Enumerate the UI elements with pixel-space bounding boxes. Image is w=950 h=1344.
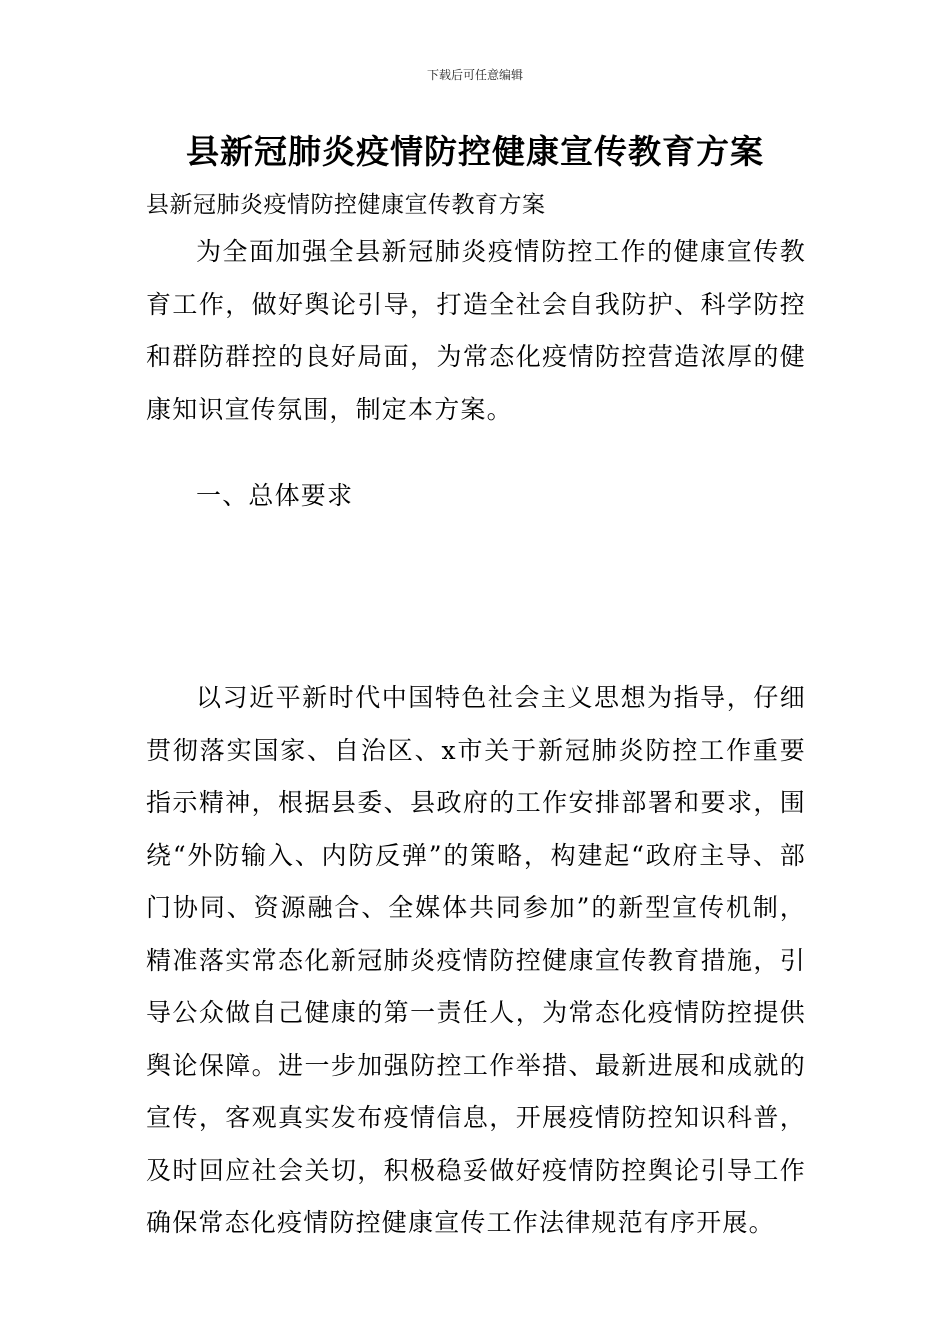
section-heading: 一、总体要求 xyxy=(196,481,354,510)
document-title: 县新冠肺炎疫情防控健康宣传教育方案 xyxy=(186,132,764,171)
document-subtitle: 县新冠肺炎疫情防控健康宣传教育方案 xyxy=(146,192,546,218)
header-note: 下载后可任意编辑 xyxy=(426,68,523,82)
intro-paragraph: 为全面加强全县新冠肺炎疫情防控工作的健康宣传教育工作，做好舆论引导，打造全社会自我防护、科学防控和群防群控的良好局面，为常态化疫情防控营造浓厚的健康知识宣传氛围，制定本方案。 xyxy=(146,237,806,424)
body-paragraph: 以习近平新时代中国特色社会主义思想为指导，仔细贯彻落实国家、自治区、x市关于新冠肺炎防控工作重要指示精神，根据县委、县政府的工作安排部署和要求，围绕“外防输入、内防反弹”的策略，构建起“政府主导、部门协同、资源融合、全媒体共同参加”的新型宣传机制，精准落实常态化新冠肺炎疫情防控健康宣传教育措施，引导公众做自己健康的第一责任人，为常态化疫情防控提供舆论保障。进一步加强防控工作举措、最新进展和成就的宣传，客观真实发布疫情信息，开展疫情防控知识科普，及时回应社会关切，积极稳妥做好疫情防控舆论引导工作确保常态化疫情防控健康宣传工作法律规范有序开展。 xyxy=(146,683,806,1237)
